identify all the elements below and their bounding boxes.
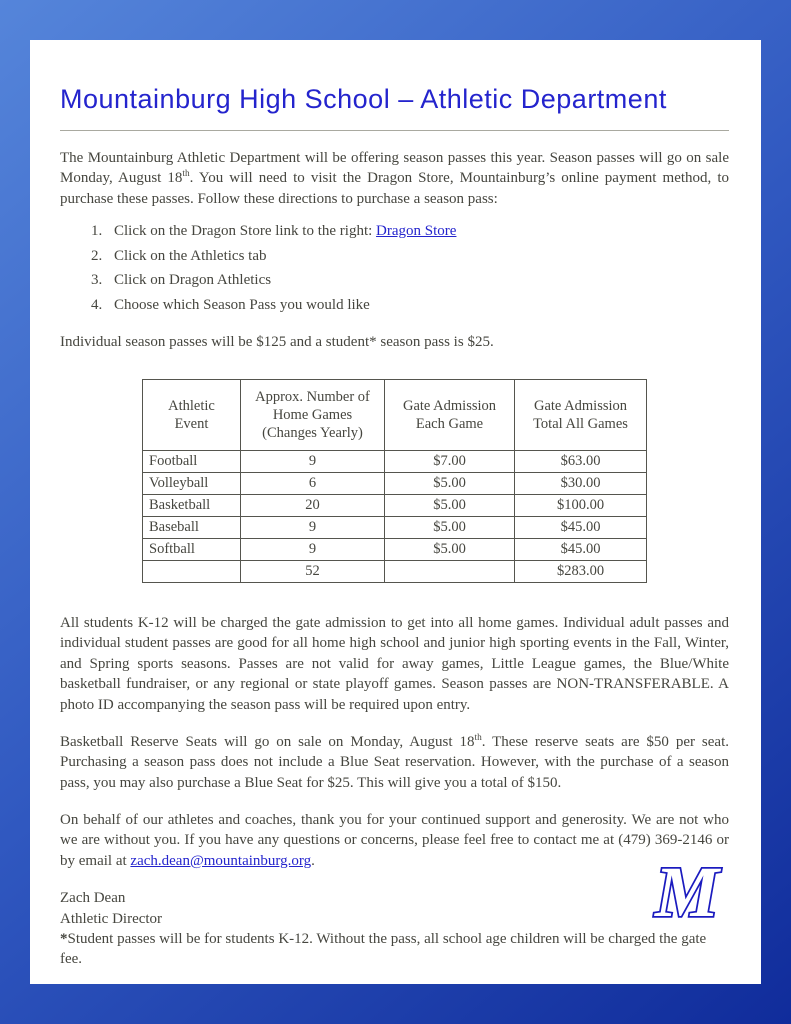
cell-gate: $5.00 [385, 538, 515, 560]
table-row [143, 516, 647, 538]
season-pass-table [142, 379, 647, 583]
reserve-seats-paragraph [60, 732, 729, 793]
cell-games: 6 [241, 472, 385, 494]
cell-total: $63.00 [515, 450, 647, 472]
school-logo [623, 858, 745, 928]
table-row [143, 494, 647, 516]
thanks-text-start: On behalf of our athletes and coaches, thank you for your continued support and generosity. We are not who we are without you. If you have any questions or concerns, please feel free to contact me at (479) 369-2146 or by email at [60, 812, 729, 869]
cell-event: Baseball [143, 516, 241, 538]
pricing-paragraph: Individual season passes will be $125 and a student* season pass is $25. [60, 334, 494, 351]
cell-total: $45.00 [515, 516, 647, 538]
list-item-4: 4. Choose which Season Pass you would like [106, 296, 729, 316]
signature-name: Zach Dean [60, 890, 126, 907]
cell-total: $30.00 [515, 472, 647, 494]
policy-paragraph: All students K-12 will be charged the gate admission to get into all home games. Individual adult passes and individual student passes are good for all home high school and junior high sporting events in the Fall, Winter, and Spring sports seasons. Passes are not valid for away games, Little League games, the Blue/White basketball fundraiser, or any regional or state playoff games. Season passes are NON-TRANSFERABLE. A photo ID accompanying the season pass will be required upon entry. [60, 614, 729, 713]
directions-list [60, 222, 729, 315]
thanks-text-end: . [311, 852, 315, 869]
table-header-gate: Gate Admission Each Game [385, 379, 515, 450]
ordinal-superscript: th [182, 169, 190, 180]
table-header-games: Approx. Number of Home Games (Changes Yearly) [241, 379, 385, 450]
cell-gate: $7.00 [385, 450, 515, 472]
footnote-asterisk: * [60, 931, 68, 948]
intro-text-end: . You will need to visit the Dragon Store, Mountainburg’s online payment method, to purchase these passes. Follow these directions to purchase a season pass: [60, 170, 729, 207]
ordinal-superscript: th [474, 732, 482, 743]
list-item-1 [106, 222, 729, 242]
cell-games-total: 52 [241, 560, 385, 582]
cell-gate: $5.00 [385, 472, 515, 494]
email-link[interactable]: zach.dean@mountainburg.org [130, 852, 312, 869]
list-item-1-text: Click on the Dragon Store link to the right: [114, 223, 377, 240]
table-header-event: Athletic Event [143, 379, 241, 450]
cell-event: Volleyball [143, 472, 241, 494]
page-title: Mountainburg High School – Athletic Department [60, 84, 667, 114]
document-sheet [30, 40, 761, 984]
reserve-text-start: Basketball Reserve Seats will go on sale on Monday, August 18 [60, 733, 475, 750]
cell-event: Softball [143, 538, 241, 560]
cell-games: 20 [241, 494, 385, 516]
signature-role: Athletic Director [60, 910, 163, 927]
cell-gate-empty [385, 560, 515, 582]
cell-games: 9 [241, 516, 385, 538]
footnote-text: Student passes will be for students K-12. Without the pass, all school age children will be charged the gate fee. [60, 931, 707, 968]
list-item-2: 2. Click on the Athletics tab [106, 247, 729, 267]
table-row [143, 450, 647, 472]
cell-total: $100.00 [515, 494, 647, 516]
list-item-3: 3. Click on Dragon Athletics [106, 271, 729, 291]
svg-text:M: M [654, 858, 720, 928]
intro-paragraph [60, 148, 729, 209]
intro-text-start: The Mountainburg Athletic Department will be offering season passes this year. Season passes will go on sale Monday, August 18 [60, 150, 729, 187]
table-header-row [143, 379, 647, 450]
title-divider [60, 130, 729, 131]
table-totals-row [143, 560, 647, 582]
cell-grand-total: $283.00 [515, 560, 647, 582]
footnote [60, 929, 729, 970]
cell-event: Football [143, 450, 241, 472]
cell-event-empty [143, 560, 241, 582]
cell-gate: $5.00 [385, 516, 515, 538]
cell-games: 9 [241, 538, 385, 560]
cell-event: Basketball [143, 494, 241, 516]
reserve-text-end: . These reserve seats are $50 per seat. Purchasing a season pass does not include a Blue Seat reservation. However, with the purchase of a season pass, you may also purchase a Blue Seat for $25. This will give you a total of $150. [60, 733, 729, 791]
table-header-total: Gate Admission Total All Games [515, 379, 647, 450]
table-row [143, 472, 647, 494]
dragon-store-link[interactable]: Dragon Store [376, 223, 457, 240]
table-row [143, 538, 647, 560]
m-logo-icon [623, 858, 745, 928]
cell-gate: $5.00 [385, 494, 515, 516]
cell-games: 9 [241, 450, 385, 472]
cell-total: $45.00 [515, 538, 647, 560]
